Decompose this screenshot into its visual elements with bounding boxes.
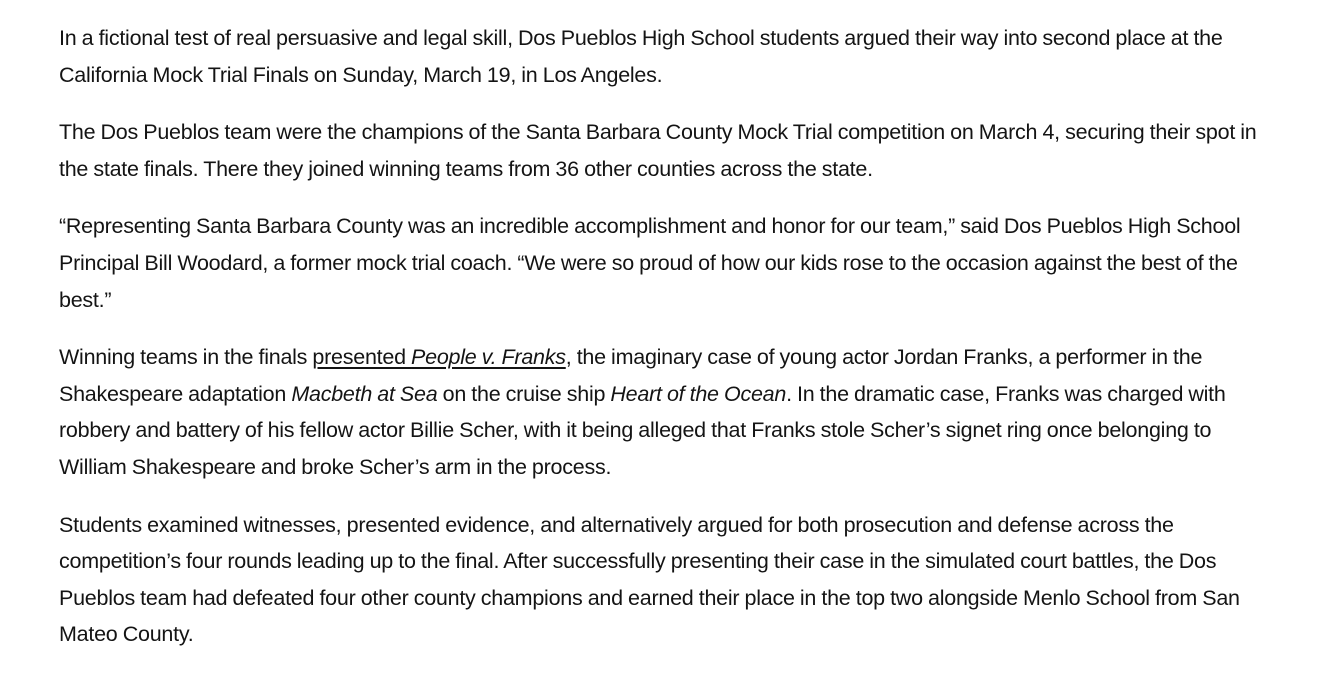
- case-lead-text: Winning teams in the finals: [59, 345, 313, 370]
- case-mid-text: on the cruise ship: [437, 381, 611, 406]
- case-link-text: presented: [312, 345, 412, 370]
- paragraph-intro: In a fictional test of real persuasive and legal skill, Dos Pueblos High School students argued their way into second place at the California Mock Trial Finals on Sunday, March 19, in Los Angeles.: [59, 26, 1223, 87]
- case-link[interactable]: [312, 345, 565, 369]
- case-after-link-text: , the imaginary case of young actor Jordan Franks, a performer in the Shakespeare adaptation: [59, 345, 1203, 406]
- paragraph-competition-rounds: Students examined witnesses, presented evidence, and alternatively argued for both prosecution and defense across the competition’s four rounds leading up to the final. After successfully presenting their case in the simulated court battles, the Dos Pueblos team had defeated four other county champions and earned their place in the top two alongside Menlo School from San Mateo County.: [59, 512, 1240, 647]
- article-body: [59, 20, 1269, 653]
- paragraph-principal-quote: “Representing Santa Barbara County was an incredible accomplishment and honor for our team,” said Dos Pueblos High School Principal Bill Woodard, a former mock trial coach. “We were so proud of how our kids rose to the occasion against the best of the best.”: [59, 214, 1241, 312]
- play-title: Macbeth at Sea: [291, 381, 438, 406]
- paragraph-county-champions: The Dos Pueblos team were the champions of the Santa Barbara County Mock Trial competition on March 4, securing their spot in the state finals. There they joined winning teams from 36 other counties across the state.: [59, 120, 1257, 181]
- case-title: People v. Franks: [411, 345, 566, 370]
- ship-name: Heart of the Ocean: [610, 381, 787, 406]
- case-rest-text: . In the dramatic case, Franks was charged with robbery and battery of his fellow actor Billie Scher, with it being alleged that Franks stole Scher’s signet ring once belonging to William Shakespeare and broke Scher’s arm in the process.: [59, 381, 1226, 479]
- paragraph-case-description: [59, 339, 1269, 485]
